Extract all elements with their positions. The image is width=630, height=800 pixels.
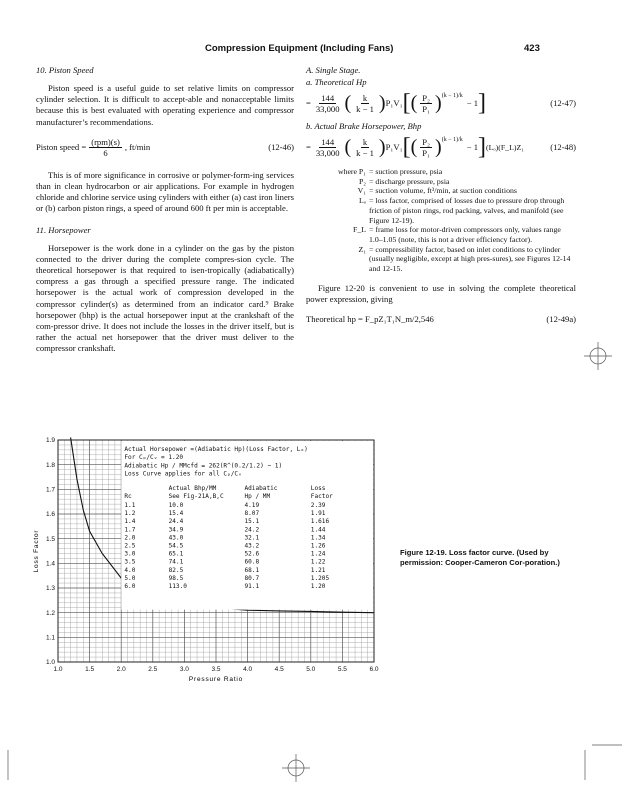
x-tick-label: 5.0 xyxy=(306,666,316,673)
y-tick-label: 1.7 xyxy=(45,486,55,494)
where-symbol: V₁ xyxy=(357,186,366,196)
note-line: Actual Horsepower =(Adiabatic Hp)(Loss Factor, Lₒ) xyxy=(124,446,308,453)
table-cell: 3.0 xyxy=(124,550,136,558)
table-cell: 43.2 xyxy=(244,542,260,550)
x-tick-label: 2.5 xyxy=(148,666,158,673)
table-cell: 15.1 xyxy=(244,518,260,526)
table-cell: 2.5 xyxy=(124,542,136,550)
eq47-const-den: 33,000 xyxy=(315,103,340,114)
paragraph-horsepower: Horsepower is the work done in a cylinder on the gas by the piston connected to the driver during the complete compres-sion cycle. The theoretical horsepower is that required to isen-tropically (adiabatically) compress a gas through a specified pressure range. The indicated horsepower is the actual work of compression developed in the compressor cylinder(s) as determined from an indicator card.⁹ Brake horsepower (bhp) is the actual horsepower input at the crankshaft of the com-pressor drive. It does not include the losses in the driver itself, but is rather the actual net horsepower that the driver must deliver to the compressor crankshaft. xyxy=(36,242,294,354)
table-cell: 60.8 xyxy=(244,558,260,566)
eq47-number: (12-47) xyxy=(550,98,576,108)
heading-actual-bhp: b. Actual Brake Horsepower, Bhp xyxy=(306,121,422,131)
equation-12-48: = $\frac{144}{33,000}$ ( $\frac{k}{k - 1}$ ) P₁V₁ [ ( $\frac{\text{P₂}}{\text{P₁}}$ ) $^{(k - 1)/k}$ − 1 ] (Lₒ)(F_L)Z₁ (12-48) xyxy=(306,134,576,160)
section-10-title: 10. Piston Speed xyxy=(36,65,94,75)
x-tick-label: 4.0 xyxy=(243,666,253,673)
eq48-p-den: P₁ xyxy=(422,147,431,158)
table-cell: 32.1 xyxy=(244,534,260,542)
eq48-number: (12-48) xyxy=(550,142,576,152)
table-header-cell: Actual Bhp/MM xyxy=(168,485,217,492)
where-definition: = frame loss for motor-driven compressors only, values range 1.0–1.05 (note, this is not a driver efficiency factor). xyxy=(369,225,561,244)
x-tick-labels xyxy=(53,666,378,673)
where-definition: = compressibility factor, based on inlet conditions to cylinder (usually negligible, except at high pres-sures), see Figures 12-14 and 12-15. xyxy=(369,244,571,274)
eq48-k-den: k − 1 xyxy=(356,147,374,158)
paragraph-piston-speed: Piston speed is a useful guide to set relative limits on compressor cylinder selection. It is difficult to accept-able and nonacceptable limits because this is best evaluated with operating experience and compressor manufacturer’s recommendations. xyxy=(36,83,294,127)
table-cell: 98.5 xyxy=(168,574,184,582)
y-tick-label: 1.2 xyxy=(45,609,55,617)
table-header-cell: Factor xyxy=(310,493,333,500)
table-cell: 54.5 xyxy=(168,542,184,550)
eq48-pv: P₁V₁ xyxy=(385,142,403,152)
x-tick-label: 3.5 xyxy=(211,666,221,673)
table-cell: 10.0 xyxy=(168,502,184,509)
x-tick-label: 4.5 xyxy=(274,666,284,673)
table-cell: 1.21 xyxy=(310,566,326,574)
table-cell: 6.0 xyxy=(124,583,136,590)
table-header-cell: Adiabatic xyxy=(244,485,278,492)
table-header-cell: Loss xyxy=(310,485,326,492)
eq48-exponent: (k − 1)/k xyxy=(441,137,463,143)
table-cell: 113.0 xyxy=(168,583,187,590)
table-header-cell: See Fig-21A,B,C xyxy=(168,493,224,500)
table-cell: 5.0 xyxy=(124,574,136,582)
where-definition: = suction volume, ft³/min, at suction conditions xyxy=(369,186,517,196)
where-symbol: F_L xyxy=(353,225,366,235)
eq47-exponent: (k − 1)/k xyxy=(441,93,463,99)
where-symbol: Lₒ xyxy=(358,196,366,206)
table-cell: 4.19 xyxy=(244,502,260,509)
table-cell: 1.7 xyxy=(124,526,136,534)
eq-unit: , ft/min xyxy=(124,142,151,153)
eq49a-expression: Theoretical hp = F_pZ₁T₁N_m/2,546 xyxy=(306,314,434,325)
table-cell: 1.34 xyxy=(310,534,326,542)
figure-caption: Figure 12-19. Loss factor curve. (Used by permission: Cooper-Cameron Cor-poration.) xyxy=(400,548,560,567)
where-definition: = discharge pressure, psia xyxy=(369,176,450,186)
where-definition: = suction pressure, psia xyxy=(369,167,443,176)
x-tick-label: 1.5 xyxy=(85,666,95,673)
table-cell: 1.2 xyxy=(124,510,136,518)
eq48-p-num: P₂ xyxy=(422,136,431,147)
eq47-k-num: k xyxy=(362,92,368,103)
x-tick-label: 5.5 xyxy=(337,666,347,673)
table-cell: 2.0 xyxy=(124,534,136,542)
table-cell: 2.39 xyxy=(310,502,326,509)
note-line: Loss Curve applies for all Cₚ/Cᵥ xyxy=(124,470,242,478)
y-tick-labels xyxy=(46,437,55,666)
eq-number: (12-46) xyxy=(268,142,294,153)
y-axis-label: Loss Factor xyxy=(33,529,40,573)
table-header-cell: Hp / MM xyxy=(244,493,271,500)
note-line: For Cₚ/Cᵥ = 1.20 xyxy=(124,454,184,462)
eq48-const-num: 144 xyxy=(321,136,335,147)
table-cell: 1.20 xyxy=(310,583,326,590)
table-cell: 68.1 xyxy=(244,566,260,574)
eq-numerator: (rpm)(s) xyxy=(91,136,120,147)
table-cell: 52.6 xyxy=(244,550,260,558)
y-tick-label: 1.5 xyxy=(45,535,55,543)
equation-12-47: = $\frac{144}{33,000}$ ( $\frac{k}{k - 1}$ ) P₁V₁ [ ( $\frac{\text{P₂}}{\text{P₁}}$ ) $^{(k - 1)/k}$ − 1 ] (12-47) xyxy=(306,90,576,116)
eq47-p-num: P₂ xyxy=(422,92,431,103)
table-cell: 24.2 xyxy=(244,526,260,534)
table-cell: 80.7 xyxy=(244,574,260,582)
page-number: 423 xyxy=(524,43,540,54)
paragraph-figure-12-20: Figure 12-20 is convenient to use in solving the complete theoretical power expression, giving xyxy=(306,282,576,304)
x-tick-label: 1.0 xyxy=(53,666,63,673)
table-cell: 1.4 xyxy=(124,518,136,526)
table-cell: 91.1 xyxy=(244,583,260,590)
table-cell: 43.0 xyxy=(168,534,184,542)
table-cell: 15.4 xyxy=(168,510,184,518)
eq47-const-num: 144 xyxy=(321,92,335,103)
heading-single-stage: A. Single Stage. xyxy=(306,65,361,75)
table-cell: 1.616 xyxy=(310,518,330,526)
y-tick-label: 1.4 xyxy=(45,560,55,568)
eq47-tail: − 1 xyxy=(466,98,479,108)
table-cell: 65.1 xyxy=(168,550,184,558)
note-line: Adiabatic Hp / MMcfd = 262(R^(0.2/1.2) − 1) xyxy=(124,462,283,470)
y-tick-label: 1.0 xyxy=(45,659,55,667)
eq48-factors: (Lₒ)(F_L)Z₁ xyxy=(486,142,524,152)
where-symbol: where P₁ xyxy=(337,167,366,176)
table-cell: 1.205 xyxy=(310,574,330,582)
table-cell: 8.07 xyxy=(244,510,260,518)
section-11-title: 11. Horsepower xyxy=(36,224,91,235)
y-tick-label: 1.3 xyxy=(45,585,55,593)
table-cell: 74.1 xyxy=(168,558,184,566)
table-cell: 34.9 xyxy=(168,526,184,534)
table-cell: 1.24 xyxy=(310,550,326,558)
table-cell: 1.91 xyxy=(310,510,326,518)
eq49a-number: (12-49a) xyxy=(546,314,576,325)
eq-lhs: Piston speed = xyxy=(36,142,87,153)
table-header-cell: Rc xyxy=(124,493,132,500)
table-cell: 82.5 xyxy=(168,566,184,574)
x-axis-label: Pressure Ratio xyxy=(188,676,244,683)
chart-note-box xyxy=(121,441,373,610)
eq47-pv: P₁V₁ xyxy=(385,98,403,108)
eq48-k-num: k xyxy=(362,136,368,147)
table-cell: 4.0 xyxy=(124,566,136,574)
where-symbol: P₂ xyxy=(358,176,366,186)
table-cell: 1.1 xyxy=(124,502,136,509)
table-cell: 24.4 xyxy=(168,518,184,526)
table-cell: 1.26 xyxy=(310,542,326,550)
where-definition: = loss factor, comprised of losses due to pressure drop through friction of piston rings, rod packing, valves, and manifold (see Figure 12-19). xyxy=(369,196,565,225)
eq47-k-den: k − 1 xyxy=(356,103,374,114)
x-tick-label: 6.0 xyxy=(369,666,379,673)
eq48-tail: − 1 xyxy=(466,142,479,152)
table-cell: 3.5 xyxy=(124,558,136,566)
table-cell: 1.22 xyxy=(310,558,326,566)
where-symbol: Z₁ xyxy=(358,244,366,254)
y-tick-label: 1.6 xyxy=(45,511,55,519)
y-tick-label: 1.8 xyxy=(45,461,55,469)
y-tick-label: 1.1 xyxy=(45,634,55,642)
running-header-title: Compression Equipment (Including Fans) xyxy=(205,43,394,54)
x-tick-label: 2.0 xyxy=(116,666,126,673)
y-tick-label: 1.9 xyxy=(45,437,55,445)
eq47-p-den: P₁ xyxy=(422,103,431,114)
eq48-const-den: 33,000 xyxy=(315,147,340,158)
table-cell: 1.44 xyxy=(310,526,326,534)
x-tick-label: 3.0 xyxy=(179,666,189,673)
eq-denominator: 6 xyxy=(103,147,108,158)
paragraph-corrosive-service: This is of more significance in corrosive or polymer-form-ing services than in clean hydrocarbon or air applications. For example in hydrogen chloride and chlorine service using cylinders with either (a) cast iron liners or (b) carbon piston rings, a speed of around 600 ft per min is acceptable. xyxy=(36,169,294,214)
heading-theoretical-hp: a. Theoretical Hp xyxy=(306,77,367,87)
